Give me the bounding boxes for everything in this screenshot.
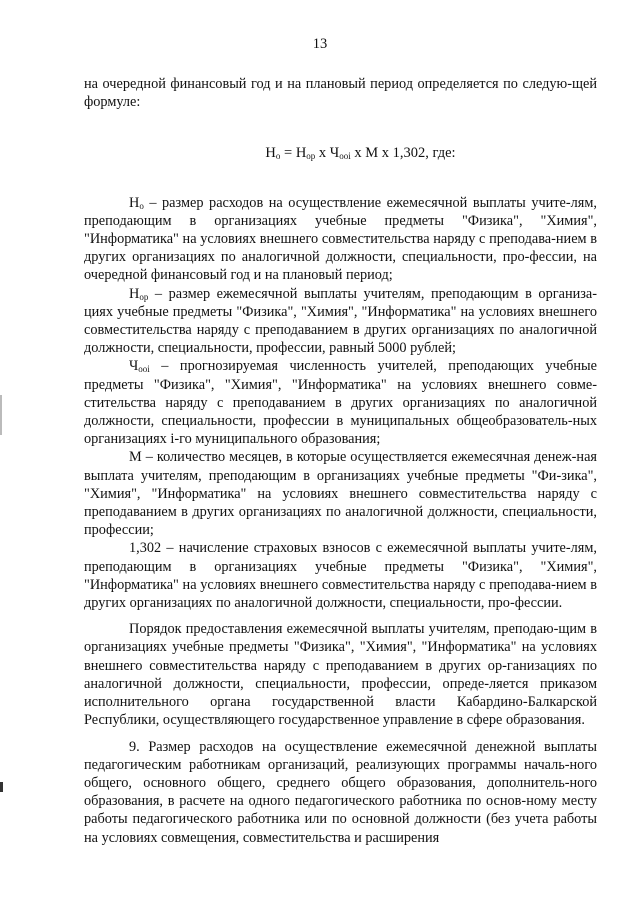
definition-text: – прогнозируемая численность учителей, преподающих учебные предметы "Физика", "Химия", "Информатика" на условиях внешнего совме-стительства наряду с преподаванием в других организациях по аналогичной должности, специальности, профессии в муниципальных общеобразователь-ных организациях i-го муниципального образования;	[84, 358, 597, 448]
definition-paragraph	[84, 194, 597, 285]
definition-subscript: ор	[139, 291, 149, 302]
definition-subscript: о	[139, 200, 144, 211]
formula-subscript: ооi	[339, 151, 351, 162]
formula-part: = Н	[280, 145, 307, 162]
definition-paragraph	[84, 285, 597, 358]
definition-symbol: Н	[129, 285, 140, 302]
formula-part: Н	[265, 145, 276, 162]
definition-symbol: 1,302	[129, 540, 162, 557]
definition-subscript: ооi	[138, 364, 150, 375]
definition-paragraph	[84, 539, 597, 612]
definition-paragraph	[84, 448, 597, 539]
formula-subscript: о	[275, 151, 281, 162]
definition-text: – размер расходов на осуществление ежемесячной выплаты учите-лям, преподающим в организациях учебные предметы "Физика", "Химия", "Информатика" на условиях внешнего совместительства наряду с преподава-нием в других организациях по аналогичной должности, специальности, про-фессии, на очередной финансовый год и на плановый период;	[84, 194, 597, 284]
formula-subscript: ор	[306, 151, 316, 162]
item-9-paragraph: 9. Размер расходов на осуществление ежемесячной денежной выплаты педагогическим работникам организаций, реализующих программы началь-ного общего, основного общего, среднего общего образования, дополнитель-ного образования, в расчете на одного педагогического работника по основ-ному месту работы педагогического работника или по основной должности (без учета работы на условиях совмещения, совместительства и расширения	[84, 738, 597, 846]
scan-edge-mark	[0, 782, 3, 792]
definition-text: – начисление страховых взносов с ежемесячной выплаты учите-лям, преподающим в организациях учебные предметы "Физика", "Химия", "Информатика" на условиях внешнего совместительства наряду с преподава-нием в других организациях по аналогичной должности, специальности, про-фессии.	[84, 540, 597, 612]
formula-part: х М х 1,302, где:	[350, 145, 456, 162]
intro-paragraph: на очередной финансовый год и на плановый период определяется по следую-щей формуле:	[84, 76, 597, 111]
definition-symbol: Ч	[129, 358, 139, 375]
scan-edge-mark	[0, 395, 2, 435]
definition-text: – количество месяцев, в которые осуществляется ежемесячная денеж-ная выплата учителям, преподающим в организациях учебные предметы "Фи-зика", "Химия", "Информатика" на условиях внешнего совместительства наряду с преподаванием в других организациях по аналогичной должности, специальности, профессии;	[84, 449, 597, 539]
formula-part: х Ч	[315, 145, 340, 162]
definition-text: – размер ежемесячной выплаты учителям, преподающим в организа-циях учебные предметы "Физика", "Химия", "Информатика" на условиях внешнего совместительства наряду с преподаванием в других организациях по аналогичной должности, специальности, профессии, равный 5000 рублей;	[84, 285, 597, 357]
definition-symbol: М	[129, 449, 142, 466]
definition-paragraph	[84, 357, 597, 448]
procedure-paragraph: Порядок предоставления ежемесячной выплаты учителям, преподаю-щим в организациях учебные предметы "Физика", "Химия", "Информатика" на условиях внешнего совместительства наряду с преподаванием в других ор-ганизациях по аналогичной должности, специальности, профессии, опреде-ляется приказом исполнительного органа государственной власти Кабардино-Балкарской Республики, осуществляющего государственное управление в сфере образования.	[84, 621, 597, 729]
definition-symbol: Н	[129, 194, 140, 211]
document-body	[84, 75, 597, 847]
formula	[124, 144, 597, 162]
page-number: 13	[312, 36, 328, 52]
